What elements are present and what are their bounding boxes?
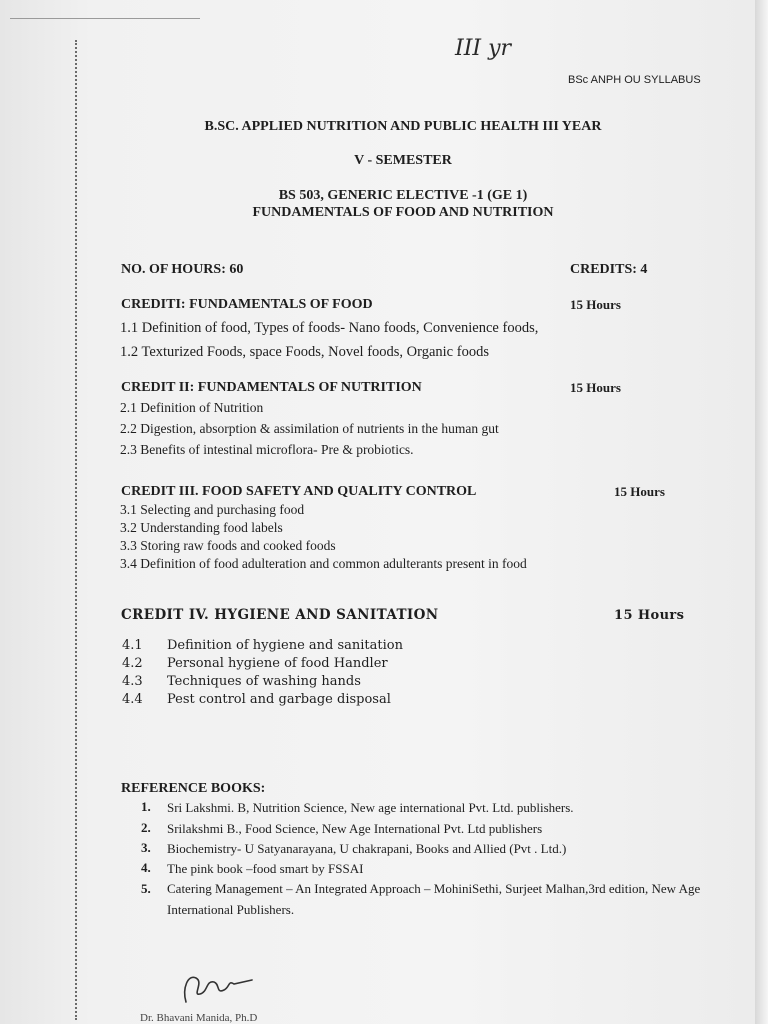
credit-1-item: 1.2 Texturized Foods, space Foods, Novel foods, Organic foods — [120, 344, 489, 360]
credit-4-item-number: 4.4 — [122, 692, 143, 707]
header-tag: BSc ANPH OU SYLLABUS — [568, 74, 701, 86]
reference-item: Biochemistry- U Satyanarayana, U chakrapani, Books and Allied (Pvt . Ltd.) — [167, 841, 567, 856]
page-edge — [755, 0, 768, 1024]
reference-item: Srilakshmi B., Food Science, New Age International Pvt. Ltd publishers — [167, 821, 543, 836]
reference-number: 1. — [141, 799, 151, 814]
credit-4-item-number: 4.1 — [122, 638, 143, 653]
credit-4-item-number: 4.3 — [122, 674, 143, 689]
reference-number: 5. — [141, 881, 151, 896]
references-heading: REFERENCE BOOKS: — [121, 781, 266, 796]
credit-1-item: 1.1 Definition of food, Types of foods- Nano foods, Convenience foods, — [120, 320, 539, 336]
reference-item: Catering Management – An Integrated Approach – MohiniSethi, Surjeet Malhan,3rd edition, New Age International Publishers. — [167, 881, 701, 917]
credit-4-hours: 15 Hours — [614, 608, 685, 623]
handwritten-year-note: III yr — [455, 36, 512, 61]
reference-number: 2. — [141, 820, 151, 835]
credit-4-item-text: Pest control and garbage disposal — [167, 692, 391, 707]
top-scratch-line — [10, 18, 200, 19]
credit-4-item-number: 4.2 — [122, 656, 143, 671]
credit-1-hours: 15 Hours — [570, 297, 621, 312]
credit-3-item: 3.4 Definition of food adulteration and common adulterants present in food — [120, 556, 527, 571]
credits-label: CREDITS: 4 — [570, 262, 648, 277]
semester-label: V - SEMESTER — [354, 153, 452, 168]
course-code: BS 503, GENERIC ELECTIVE -1 (GE 1) — [278, 188, 528, 203]
credit-4-item-text: Definition of hygiene and sanitation — [167, 638, 403, 653]
credit-3-item: 3.1 Selecting and purchasing food — [120, 502, 305, 517]
signatory-name: Dr. Bhavani Manida, Ph.D — [140, 1012, 258, 1024]
credit-2-hours: 15 Hours — [570, 380, 621, 395]
credit-3-item: 3.2 Understanding food labels — [120, 520, 283, 535]
credit-1-title: CREDITI: FUNDAMENTALS OF FOOD — [121, 297, 373, 312]
reference-item: The pink book –food smart by FSSAI — [167, 861, 364, 876]
credit-4-item-text: Techniques of washing hands — [167, 674, 361, 689]
credit-4-item-text: Personal hygiene of food Handler — [167, 656, 388, 671]
credit-3-hours: 15 Hours — [614, 484, 665, 499]
credit-3-item: 3.3 Storing raw foods and cooked foods — [120, 538, 336, 553]
reference-number: 4. — [141, 860, 151, 875]
credit-2-item: 2.2 Digestion, absorption & assimilation of nutrients in the human gut — [120, 421, 499, 436]
credit-4-title: CREDIT IV. HYGIENE AND SANITATION — [121, 607, 439, 623]
reference-number: 3. — [141, 840, 151, 855]
credit-2-item: 2.3 Benefits of intestinal microflora- Pre & probiotics. — [120, 442, 414, 457]
credit-3-title: CREDIT III. FOOD SAFETY AND QUALITY CONTROL — [121, 484, 477, 499]
binding-margin-line — [75, 40, 77, 1020]
hours-label: NO. OF HOURS: 60 — [121, 262, 244, 277]
credit-2-title: CREDIT II: FUNDAMENTALS OF NUTRITION — [121, 380, 422, 395]
signature-mark — [178, 968, 258, 1008]
credit-2-item: 2.1 Definition of Nutrition — [120, 400, 264, 415]
reference-item: Sri Lakshmi. B, Nutrition Science, New age international Pvt. Ltd. publishers. — [167, 800, 574, 815]
document-title: B.SC. APPLIED NUTRITION AND PUBLIC HEALTH III YEAR — [204, 119, 602, 134]
course-name: FUNDAMENTALS OF FOOD AND NUTRITION — [252, 205, 554, 220]
